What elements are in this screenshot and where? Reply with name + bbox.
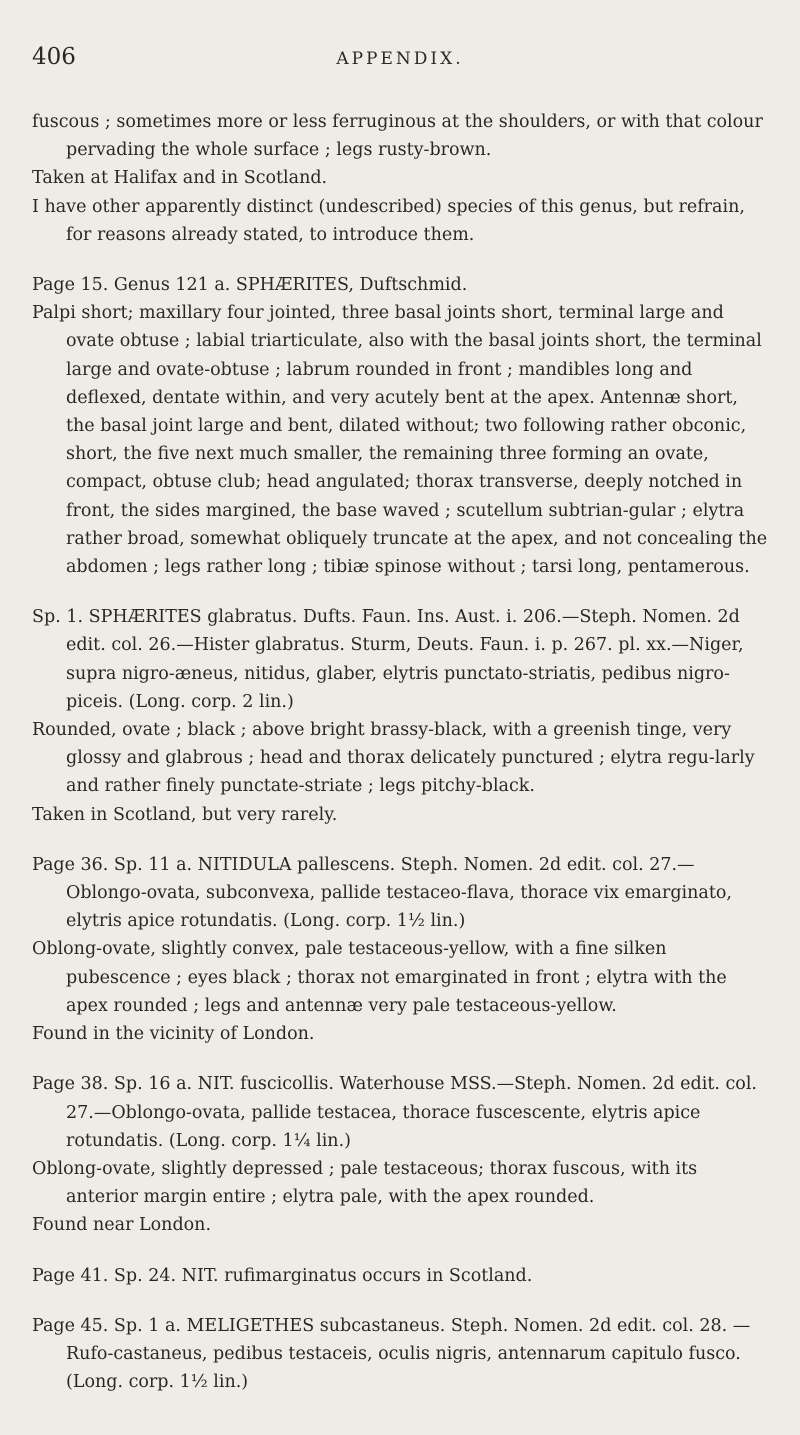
paragraph: Page 41. Sp. 24. NIT. rufimarginatus occurs in Scotland. — [32, 1265, 533, 1286]
paragraph: Rounded, ovate ; black ; above bright brassy-black, with a greenish tinge, very glossy and glabrous ; head and thorax delicately punctured ; elytra regu-larly and rather finely punctate-striate ; legs pitchy-black. — [32, 720, 755, 797]
paragraph: Found near London. — [32, 1215, 212, 1236]
paragraph-gap — [32, 1240, 772, 1262]
paragraph: fuscous ; sometimes more or less ferruginous at the shoulders, or with that colour pervading the whole surface ; legs rusty-brown. — [32, 112, 763, 161]
paragraph-gap — [32, 1048, 772, 1070]
page-number: 406 — [32, 44, 76, 70]
paragraph-gap — [32, 829, 772, 851]
paragraph: Palpi short; maxillary four jointed, three basal joints short, terminal large and ovate obtuse ; labial triarticulate, also with the basal joints short, the terminal large and ovate-obtuse ; labrum rounded in front ; mandibles long and deflexed, dentate within, and very acutely bent at the apex. Antennæ short, the basal joint large and bent, dilated without; two following rather obconic, short, the five next much smaller, the remaining three forming an ovate, compact, obtuse club; head angulated; thorax transverse, deeply notched in front, the sides margined, the base waved ; scutellum subtrian-gular ; elytra rather broad, somewhat obliquely truncate at the apex, and not concealing the abdomen ; legs rather long ; tibiæ spinose without ; tarsi long, pentamerous. — [32, 303, 768, 578]
paragraph: I have other apparently distinct (undescribed) species of this genus, but refrain, for reasons already stated, to introduce them. — [32, 196, 745, 245]
paragraph-gap — [32, 1290, 772, 1312]
paragraph: Page 15. Genus 121 a. SPHÆRITES, Duftschmid. — [32, 275, 468, 296]
paragraph: Page 38. Sp. 16 a. NIT. fuscicollis. Waterhouse MSS.—Steph. Nomen. 2d edit. col. 27.—Oblongo-ovata, pallide testacea, thorace fuscescente, elytris apice rotundatis. (Long. corp. 1¼ lin.) — [32, 1074, 757, 1151]
paragraph: Page 45. Sp. 1 a. MELIGETHES subcastaneus. Steph. Nomen. 2d edit. col. 28. —Rufo-castaneus, pedibus testaceis, oculis nigris, antennarum capitulo fusco. (Long. corp. 1½ lin.) — [32, 1315, 751, 1393]
paragraph: Taken in Scotland, but very rarely. — [32, 804, 338, 825]
running-title: APPENDIX. — [336, 49, 464, 69]
paragraph: Taken at Halifax and in Scotland. — [32, 168, 328, 189]
paragraph: Oblong-ovate, slightly depressed ; pale testaceous; thorax fuscous, with its anterior margin entire ; elytra pale, with the apex rounded. — [32, 1158, 698, 1208]
paragraph-gap — [32, 249, 772, 271]
paragraph: Oblong-ovate, slightly convex, pale testaceous-yellow, with a fine silken pubescence ; eyes black ; thorax not emarginated in front ; elytra with the apex rounded ; legs and antennæ very pale testaceous-yellow. — [32, 939, 727, 1016]
page-header — [32, 44, 768, 80]
paragraph-gap — [32, 581, 772, 603]
paragraph: Page 36. Sp. 11 a. NITIDULA pallescens. Steph. Nomen. 2d edit. col. 27.—Oblongo-ovata, subconvexa, pallide testaceo-flava, thorace vix emarginato, elytris apice rotundatis. (Long. corp. 1½ lin.) — [32, 854, 732, 932]
paragraph: Sp. 1. SPHÆRITES glabratus. Dufts. Faun. Ins. Aust. i. 206.—Steph. Nomen. 2d edit. col. 26.—Hister glabratus. Sturm, Deuts. Faun. i. p. 267. pl. xx.—Niger, supra nigro-æneus, nitidus, glaber, elytris punctato-striatis, pedibus nigro-piceis. (Long. corp. 2 lin.) — [32, 607, 744, 712]
page-body — [32, 108, 772, 1396]
paragraph: Found in the vicinity of London. — [32, 1024, 315, 1045]
